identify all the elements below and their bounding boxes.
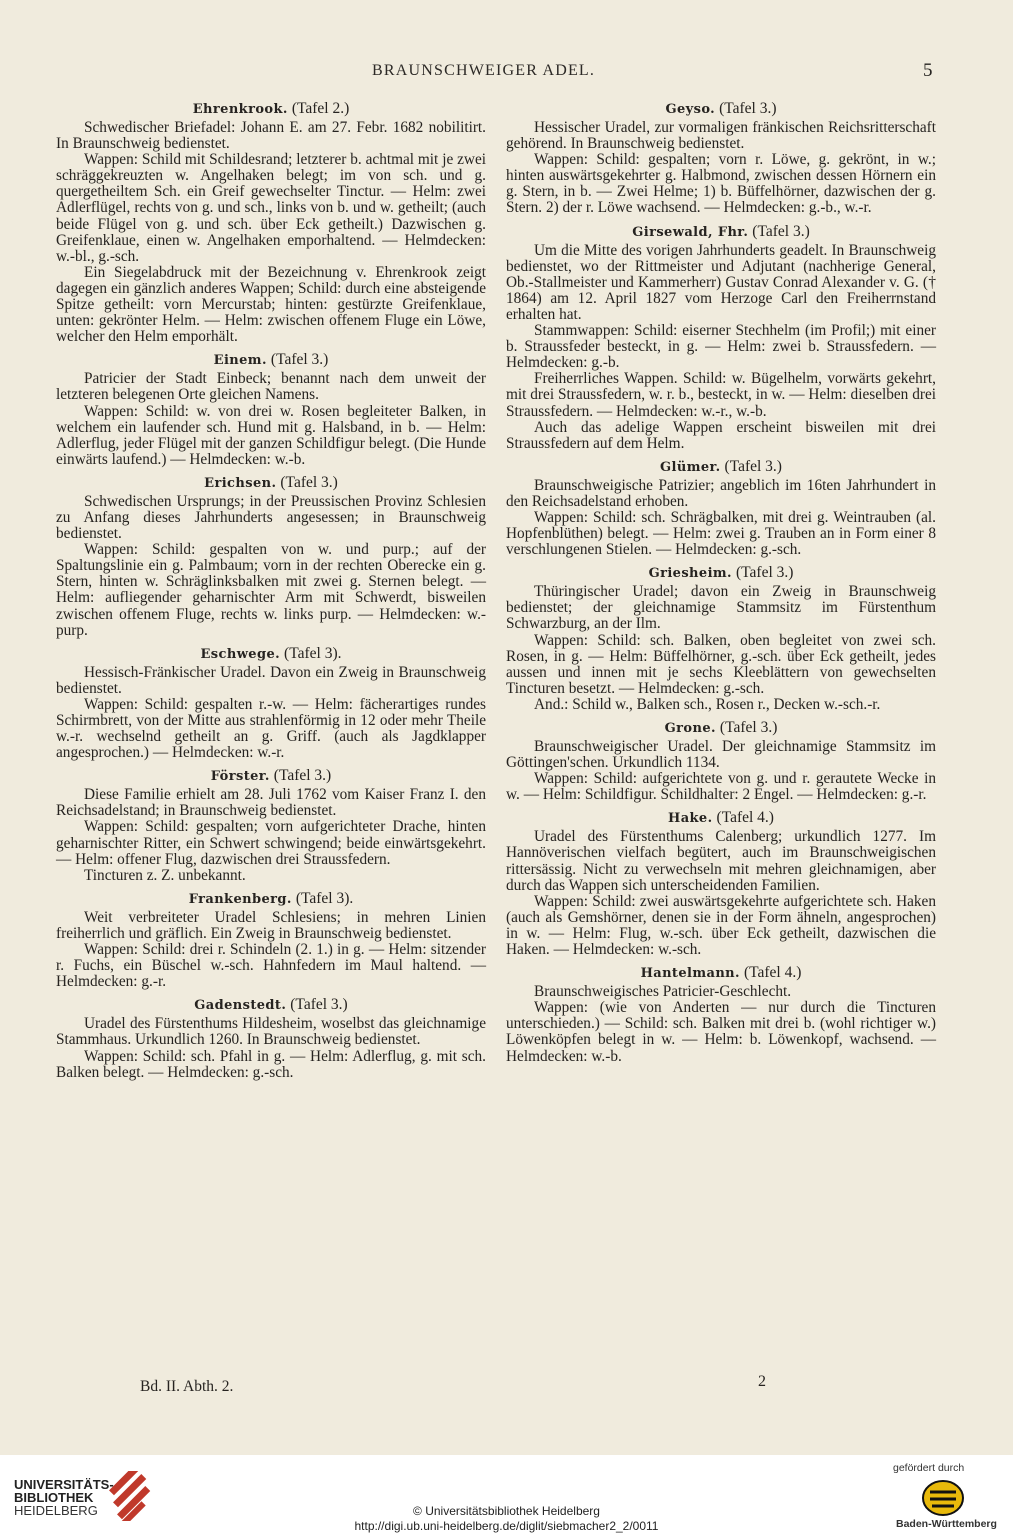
page-number: 5 <box>923 60 933 81</box>
entry-paragraph: Wappen: Schild: gespalten r.-w. — Helm: fächerartiges rundes Schirmbrett, von der Mitte aus strahlenförmig in 12 oder mehr Theile w.-r. wechselnd getheilt an g. Griff. (auch als Jagdklapper angesprochen.) — Helmdecken: w.-r. <box>56 695 486 762</box>
family-entry <box>56 890 486 990</box>
entry-paragraph: Hessischer Uradel, zur vormaligen fränkischen Reichsritterschaft gehörend. In Braunschweig bedienstet. <box>506 119 936 153</box>
entry-paragraph: Wappen: Schild: w. von drei w. Rosen begleiteter Balken, in welchem ein laufender sch. Hund mit g. Halsband, in b. — Helm: Adlerflug, jeder Flügel mit der ganzen Schildfigur belegt. (Die Hunde einwärts laufend.) — Helmdecken: w.-b. <box>56 402 486 468</box>
entry-paragraph: Auch das adelige Wappen erscheint bisweilen mit drei Straussfedern auf dem Helm. <box>506 418 936 452</box>
baden-wuerttemberg-crest-icon <box>920 1478 966 1518</box>
entry-paragraph: Wappen: Schild: drei r. Schindeln (2. 1.) in g. — Helm: sitzender r. Fuchs, ein Büschel w.-sch. Hahnfedern im Maul haltend. — Helmdecken: g.-r. <box>56 941 486 991</box>
family-entry <box>56 645 486 762</box>
entry-paragraph: Wappen: Schild: gespalten; vorn aufgerichteter Drache, hinten geharnischter Ritter, ein Schwert schwingend; beide einwärtsgekehrt. — Helm: offener Flug, dazwischen drei Straussfedern. <box>56 818 486 868</box>
entry-paragraph: Hessisch-Fränkischer Uradel. Davon ein Zweig in Braunschweig bedienstet. <box>56 663 486 697</box>
plate-reference: (Tafel 3.) <box>752 222 810 240</box>
entry-paragraph: Patricier der Stadt Einbeck; benannt nach dem unweit der letzteren belegenen Orte gleichen Namens. <box>56 370 486 404</box>
plate-reference: (Tafel 4.) <box>743 964 802 982</box>
plate-reference: (Tafel 3.) <box>273 767 332 785</box>
family-entry <box>506 964 936 1064</box>
funded-by-label: gefördert durch <box>893 1462 965 1474</box>
library-name-line1: UNIVERSITÄTS- <box>14 1477 114 1492</box>
left-column <box>56 98 486 1087</box>
entry-heading <box>56 474 486 493</box>
entry-heading <box>56 996 486 1015</box>
plate-reference: (Tafel 3.) <box>280 473 338 491</box>
family-name: Erichsen. <box>204 475 277 491</box>
entry-heading <box>506 458 936 477</box>
family-entry <box>56 474 486 639</box>
entry-paragraph: Wappen: Schild mit Schildesrand; letzterer b. achtmal mit je zwei schräggekreuzten w. Angelhaken belegt; im von sch. und g. quergetheiltem Sch. ein Greif gewechselter Tinctur. — Helm: zwei Adlerflügel, rechts von g. und sch., links von b. und w. getheilt; (auch beide Flügel von g. und sch. über Eck getheilt.) Dazwischen g. Greifenklaue, einen w. Angelhaken emporhaltend. — Helmdecken: w.-bl., g.-sch. <box>56 151 486 265</box>
entry-paragraph: Wappen: Schild: gespalten von w. und purp.; auf der Spaltungslinie ein g. Palmbaum; vorn in der rechten Oberecke ein g. Stern, hinten w. Schräglinksbalken mit zwei g. Sternen belegt. — Helm: aufliegender geharnischter Arm mit Schwerdt, bisweilen zwischen offenem Fluge, rechts w. links purp. — Helmdecken: w.-purp. <box>56 541 486 639</box>
entry-heading <box>56 100 486 119</box>
entry-heading <box>506 964 936 983</box>
plate-reference: (Tafel 3.) <box>724 457 782 475</box>
family-entry <box>56 767 486 884</box>
entry-paragraph: Diese Familie erhielt am 28. Juli 1762 vom Kaiser Franz I. den Reichsadelstand; in Braunschweig bedienstet. <box>56 786 486 820</box>
family-name: Frankenberg. <box>188 891 292 907</box>
plate-reference: (Tafel 2.) <box>291 100 350 117</box>
entry-heading <box>56 890 486 909</box>
family-name: Gadenstedt. <box>194 998 287 1014</box>
plate-reference: (Tafel 3). <box>295 889 354 907</box>
family-entry <box>56 100 486 345</box>
family-name: Girsewald, Fhr. <box>632 224 749 240</box>
entry-heading <box>56 645 486 664</box>
family-name: Hantelmann. <box>640 966 740 982</box>
family-name: Einem. <box>213 353 267 369</box>
plate-reference: (Tafel 3.) <box>270 351 329 369</box>
right-column <box>506 98 936 1071</box>
entry-paragraph: Schwedischer Briefadel: Johann E. am 27. Febr. 1682 nobilitirt. In Braunschweig bedienstet. <box>56 119 486 153</box>
family-name: Ehrenkrook. <box>192 102 288 117</box>
entry-heading <box>506 100 936 119</box>
entry-paragraph: Um die Mitte des vorigen Jahrhunderts geadelt. In Braunschweig bedienstet, wo der Rittmeister und Adjutant (nachherige General, Ob.-Stallmeister und Kammerherr) Gustav Conrad Alexander v. G. († 1864) am 12. April 1827 vom Herzoge Carl den Freiherrnstand erhalten hat. <box>506 241 936 323</box>
family-name: Griesheim. <box>648 566 732 582</box>
entry-paragraph: Uradel des Fürstenthums Hildesheim, woselbst das gleichnamige Stammhaus. Urkundlich 1260. In Braunschweig bedienstet. <box>56 1015 486 1049</box>
plate-reference: (Tafel 4.) <box>716 809 774 827</box>
family-entry <box>506 564 936 713</box>
family-entry <box>506 809 936 958</box>
entry-paragraph: Wappen: Schild: zwei auswärtsgekehrte aufgerichtete sch. Haken (auch als Gemshörner, denen sie in der Form ähneln, angesprochen) in w. — Helm: Flug, w.-sch. über Eck getheilt, dazwischen die Haken. — Helmdecken: w.-sch. <box>506 892 936 959</box>
family-entry <box>506 100 936 217</box>
running-title: BRAUNSCHWEIGER ADEL. <box>372 62 596 79</box>
volume-signature <box>56 1378 233 1396</box>
plate-reference: (Tafel 3.) <box>719 719 778 736</box>
entry-heading <box>506 809 936 828</box>
entry-paragraph: Wappen: Schild: gespalten; vorn r. Löwe, g. gekrönt, in w.; hinten auswärtsgekehrter g. Halbmond, zwischen dessen Hörnern ein g. Stern, in b. — Zwei Helme; 1) b. Büffelhörner, dazwischen der g. Stern. 2) der r. Löwe wachsend. — Helmdecken: g.-b., w.-r. <box>506 151 936 217</box>
source-url-link[interactable]: http://digi.ub.uni-heidelberg.de/diglit/siebmacher2_2/0011 <box>354 1519 659 1533</box>
plate-reference: (Tafel 3.) <box>735 564 794 582</box>
family-entry <box>506 719 936 803</box>
family-entry <box>56 351 486 468</box>
sheet-signature: 2 <box>758 1373 766 1390</box>
entry-paragraph: And.: Schild w., Balken sch., Rosen r., Decken w.-sch.-r. <box>534 695 881 713</box>
entry-paragraph: Freiherrliches Wappen. Schild: w. Bügelhelm, vorwärts gekehrt, mit drei Straussfedern, w. r. b., besteckt, in w. — Helm: dieselben drei Straussfedern. — Helmdecken: w.-r., w.-b. <box>506 370 936 420</box>
family-entry <box>56 996 486 1080</box>
entry-paragraph: Wappen: Schild: sch. Pfahl in g. — Helm: Adlerflug, g. mit sch. Balken belegt. — Helmdecken: g.-sch. <box>56 1047 486 1081</box>
entry-paragraph: Stammwappen: Schild: eiserner Stechhelm (im Profil;) mit einer b. Straussfeder besteckt, in g. — Helm: zwei b. Straussfedern. — Helmdecken: g.-b. <box>506 322 936 372</box>
family-entry <box>506 223 936 452</box>
library-name-line3: HEIDELBERG <box>14 1503 98 1518</box>
entry-heading <box>506 719 936 738</box>
family-name: Hake. <box>668 811 713 827</box>
volume-label: Bd. II. Abth. 2. <box>140 1378 234 1395</box>
family-name: Förster. <box>210 769 270 785</box>
entry-paragraph: Tincturen z. Z. unbekannt. <box>84 866 246 884</box>
plate-reference: (Tafel 3.) <box>719 100 777 117</box>
entry-paragraph: Wappen: Schild: aufgerichtete von g. und r. gerautete Wecke in w. — Helm: Schildfigur. Schildhalter: 2 Engel. — Helmdecken: g.-r. <box>506 770 936 804</box>
family-entry <box>506 458 936 558</box>
copyright-notice: © Universitätsbibliothek Heidelberg <box>413 1504 600 1518</box>
entry-paragraph: Uradel des Fürstenthums Calenberg; urkundlich 1277. Im Hannöverischen vielfach begütert, auch im Braunschweigischen rittersässig. Nicht zu verwechseln mit mehren gleichnamigen, aber durch das Wappen sich unterscheidenden Familien. <box>506 828 936 894</box>
entry-paragraph: Wappen: Schild: sch. Schrägbalken, mit drei g. Weintrauben (al. Hopfenblüthen) belegt. — Helm: zwei g. Trauben an in Form einer 8 verschlungenen Stielen. — Helmdecken: g.-sch. <box>506 508 936 559</box>
entry-heading <box>56 767 486 786</box>
plate-reference: (Tafel 3.) <box>290 996 348 1014</box>
entry-paragraph: Braunschweigischer Uradel. Der gleichnamige Stammsitz im Göttingen'schen. Urkundlich 1134. <box>506 738 936 772</box>
library-name-line2: BIBLIOTHEK <box>14 1490 94 1505</box>
plate-reference: (Tafel 3). <box>284 644 342 662</box>
entry-heading <box>506 223 936 242</box>
family-name: Eschwege. <box>200 646 281 662</box>
entry-heading <box>56 351 486 370</box>
entry-paragraph: Braunschweigische Patrizier; angeblich im 16ten Jahrhundert in den Reichsadelstand erhoben. <box>506 476 936 510</box>
funder-name: Baden-Württemberg <box>896 1518 997 1530</box>
entry-paragraph: Braunschweigisches Patricier-Geschlecht. <box>534 983 792 1001</box>
entry-paragraph: Thüringischer Uradel; davon ein Zweig in Braunschweig bedienstet; der gleichnamige Stammsitz im Fürstenthum Schwarzburg, an der Ilm. <box>506 583 936 633</box>
entry-paragraph: Wappen: Schild: sch. Balken, oben begleitet von zwei sch. Rosen, in g. — Helm: Büffelhörner, g.-sch. über Eck getheilt, jedes aussen und innen mit je sechs Kleeblättern von gewechselten Tincturen besetzt. — Helmdecken: g.-sch. <box>506 631 936 697</box>
footer-bar <box>0 1455 1013 1534</box>
family-name: Geyso. <box>665 102 716 117</box>
entry-paragraph: Ein Siegelabdruck mit der Bezeichnung v. Ehrenkrook zeigt dagegen ein gänzlich anderes Wappen; Schild: durch eine absteigende Spitze getheilt: vorn Mercurstab; hinten: gestürzte Greifenklaue, unten: gekrönter Helm. — Helm: zwischen offenem Fluge ein Löwe, welcher den Helm emporhält. <box>56 263 486 346</box>
family-name: Glümer. <box>660 459 721 475</box>
family-name: Grone. <box>664 721 716 736</box>
entry-heading <box>506 564 936 583</box>
entry-paragraph: Schwedischen Ursprungs; in der Preussischen Provinz Schlesien zu Anfang dieses Jahrhunderts angesessen; in Braunschweig bedienstet. <box>56 492 486 543</box>
entry-paragraph: Weit verbreiteter Uradel Schlesiens; in mehren Linien freiherrlich und gräflich. Ein Zweig in Braunschweig bedienstet. <box>56 908 486 942</box>
entry-paragraph: Wappen: (wie von Anderten — nur durch die Tincturen unterschieden.) — Schild: sch. Balken mit drei b. (wohl richtiger w.) Löwenköpfen belegt in w. — Helm: b. Löwenkopf, wachsend. — Helmdecken: w.-b. <box>506 999 936 1065</box>
